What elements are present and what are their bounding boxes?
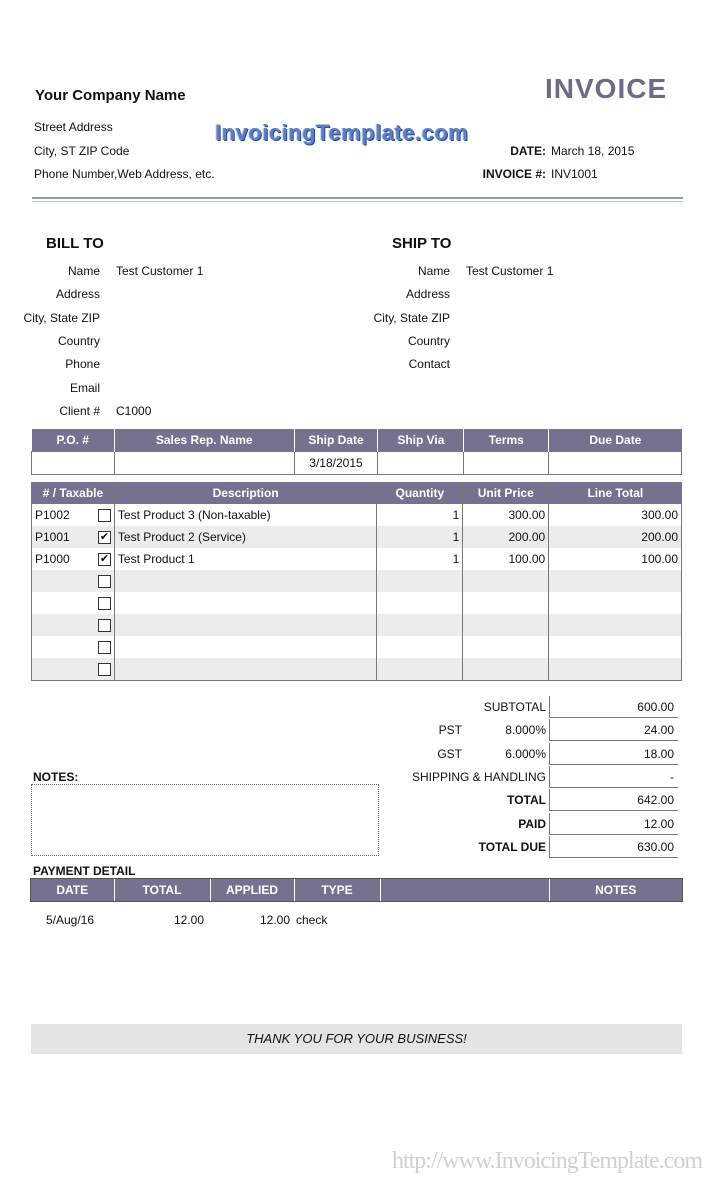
order-value-cell[interactable] [464, 452, 549, 475]
item-line-total [549, 614, 682, 636]
item-description[interactable] [114, 570, 377, 592]
payment-spacer [380, 901, 549, 933]
line-item-row [32, 636, 682, 658]
invoice-number-value: INV1001 [551, 167, 598, 181]
item-description[interactable] [114, 592, 377, 614]
item-sku-cell [32, 570, 115, 592]
item-quantity[interactable] [377, 570, 463, 592]
item-quantity[interactable]: 1 [377, 548, 463, 570]
item-sku-cell [32, 614, 115, 636]
order-header-cell: Ship Date [294, 429, 378, 452]
item-sku-cell [32, 658, 115, 681]
brand-logo: InvoicingTemplate.com [215, 120, 469, 145]
item-sku-cell [32, 636, 115, 658]
payment-applied: 12.00 [259, 913, 290, 927]
totals-value: 630.00 [549, 836, 678, 858]
item-description[interactable] [114, 636, 377, 658]
items-header-cell: Unit Price [463, 482, 549, 504]
item-unit-price[interactable] [463, 592, 549, 614]
item-sku: P1002 [35, 508, 70, 522]
taxable-checkbox[interactable] [98, 641, 111, 654]
line-items-table [31, 482, 682, 681]
order-info-table [31, 429, 682, 475]
items-header-cell: # / Taxable [32, 482, 115, 504]
line-item-row [32, 658, 682, 681]
item-description[interactable]: Test Product 1 [114, 548, 377, 570]
item-line-total [549, 570, 682, 592]
bill-to-heading: BILL TO [46, 235, 104, 252]
taxable-checkbox[interactable] [98, 509, 111, 522]
payment-header-spacer [380, 879, 549, 901]
watermark-url: http://www.InvoicingTemplate.com [391, 1148, 702, 1174]
item-line-total [549, 658, 682, 681]
ship-to-heading: SHIP TO [392, 235, 452, 252]
bill-to-field-label: Email [69, 380, 100, 395]
totals-value: 18.00 [549, 743, 678, 765]
item-quantity[interactable]: 1 [377, 526, 463, 548]
payment-header-cell: TYPE [294, 879, 380, 901]
taxable-checkbox[interactable] [98, 575, 111, 588]
notes-box[interactable] [31, 784, 379, 856]
items-header-cell: Description [114, 482, 377, 504]
item-unit-price[interactable]: 100.00 [463, 548, 549, 570]
taxable-checkbox[interactable] [98, 597, 111, 610]
order-header-cell: P.O. # [32, 429, 115, 452]
item-line-total [549, 636, 682, 658]
taxable-checkbox[interactable]: ✔ [99, 531, 110, 543]
notes-label: NOTES: [33, 770, 79, 784]
tax-rate[interactable]: 8.000% [505, 723, 546, 738]
item-unit-price[interactable]: 300.00 [463, 504, 549, 526]
order-header-cell: Due Date [589, 433, 642, 447]
bill-to-field-label: Country [57, 333, 100, 348]
order-value-cell[interactable] [378, 452, 464, 475]
items-header-cell: Quantity [377, 482, 463, 504]
item-description[interactable] [114, 658, 377, 681]
payment-header-cell: APPLIED [210, 879, 294, 901]
item-description[interactable]: Test Product 3 (Non-taxable) [114, 504, 377, 526]
bill-to-field-label: City, State ZIP [23, 310, 100, 325]
item-unit-price[interactable] [463, 570, 549, 592]
payment-detail-heading: PAYMENT DETAIL [33, 864, 136, 878]
payment-table [31, 879, 682, 933]
totals-value: 24.00 [549, 719, 678, 741]
order-value-cell[interactable] [114, 452, 294, 475]
taxable-checkbox[interactable] [98, 619, 111, 632]
company-name: Your Company Name [35, 87, 186, 104]
payment-header-cell: DATE [31, 879, 114, 901]
invoice-title: INVOICE [545, 73, 668, 104]
payment-header-cell: TOTAL [114, 879, 210, 901]
payment-row [31, 901, 682, 933]
totals-value: - [549, 766, 678, 788]
item-line-total: 200.00 [549, 526, 682, 548]
taxable-checkbox[interactable] [98, 663, 111, 676]
invoice-number-label: INVOICE #: [482, 167, 546, 181]
bill-to-field-label: Client # [59, 403, 100, 418]
item-sku-cell [32, 526, 115, 548]
order-value-cell[interactable] [32, 452, 115, 475]
item-sku-cell [32, 504, 115, 526]
bill-to-field-value[interactable]: C1000 [116, 403, 152, 418]
totals-label: PST [438, 723, 462, 738]
company-city: City, ST ZIP Code [34, 144, 130, 158]
item-line-total: 100.00 [549, 548, 682, 570]
bill-to-field-label: Phone [65, 357, 100, 372]
item-line-total: 300.00 [549, 504, 682, 526]
bill-to-field-value[interactable]: Test Customer 1 [116, 264, 204, 278]
order-header-cell: Ship Via [378, 429, 464, 452]
item-unit-price[interactable] [463, 658, 549, 681]
item-quantity[interactable]: 1 [377, 504, 463, 526]
item-unit-price[interactable] [463, 614, 549, 636]
company-street: Street Address [34, 120, 113, 134]
company-phone: Phone Number,Web Address, etc. [34, 167, 215, 181]
line-item-row [32, 504, 682, 526]
payment-date: 5/Aug/16 [45, 913, 94, 927]
item-sku: P1000 [35, 552, 70, 566]
item-sku-cell [32, 548, 115, 570]
totals-label: PAID [518, 816, 546, 831]
totals-label: TOTAL [507, 793, 546, 808]
payment-total: 12.00 [173, 913, 204, 927]
header-divider-thin [32, 201, 683, 202]
item-quantity[interactable] [377, 614, 463, 636]
line-item-row [32, 548, 682, 570]
item-line-total [549, 592, 682, 614]
payment-header-cell: NOTES [595, 883, 637, 897]
ship-to-field-label: Contact [408, 357, 450, 372]
item-sku: P1001 [35, 530, 70, 544]
totals-value: 12.00 [549, 813, 678, 835]
bill-to-field-label: Address [55, 287, 100, 302]
item-unit-price[interactable]: 200.00 [463, 526, 549, 548]
item-description[interactable] [114, 614, 377, 636]
payment-notes [549, 901, 682, 933]
line-item-row [32, 526, 682, 548]
totals-label: GST [437, 746, 462, 761]
ship-to-field-label: Address [405, 287, 450, 302]
line-item-row [32, 592, 682, 614]
totals-label: SUBTOTAL [483, 700, 546, 714]
header-divider [32, 197, 683, 199]
payment-type: check [296, 913, 328, 927]
totals-label: TOTAL DUE [478, 839, 546, 854]
item-sku-cell [32, 592, 115, 614]
ship-to-field-label: City, State ZIP [373, 310, 450, 325]
order-header-cell: Terms [464, 429, 549, 452]
totals-label: SHIPPING & HANDLING [411, 769, 546, 784]
date-value: March 18, 2015 [551, 144, 635, 158]
ship-to-field-label: Name [417, 264, 450, 278]
item-quantity[interactable] [377, 592, 463, 614]
order-value-cell[interactable]: 3/18/2015 [294, 452, 378, 475]
tax-rate[interactable]: 6.000% [505, 746, 546, 761]
order-value-cell[interactable] [549, 452, 682, 475]
taxable-checkbox[interactable]: ✔ [99, 553, 110, 565]
totals-value: 600.00 [549, 696, 678, 718]
date-label: DATE: [510, 144, 546, 158]
bill-to-field-label: Name [67, 264, 100, 278]
item-description[interactable]: Test Product 2 (Service) [114, 526, 377, 548]
line-item-row [32, 614, 682, 636]
line-item-row [32, 570, 682, 592]
item-quantity[interactable] [377, 636, 463, 658]
thank-you-banner: THANK YOU FOR YOUR BUSINESS! [31, 1024, 682, 1054]
ship-to-field-value[interactable]: Test Customer 1 [466, 264, 554, 278]
order-header-cell: Sales Rep. Name [114, 429, 294, 452]
items-header-cell: Line Total [549, 482, 682, 504]
ship-to-field-label: Country [407, 333, 450, 348]
totals-value: 642.00 [549, 789, 678, 811]
item-quantity[interactable] [377, 658, 463, 681]
item-unit-price[interactable] [463, 636, 549, 658]
